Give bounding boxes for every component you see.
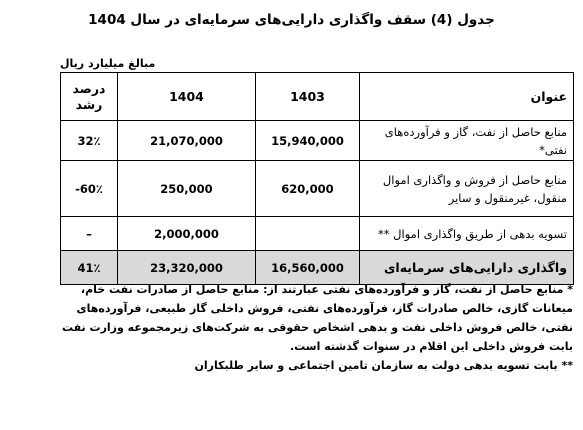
total-value-1403: 16,560,000 (256, 251, 360, 285)
footnote-oil-gas: * منابع حاصل از نفت، گاز و فرآورده‌های نفتی عبارتند از: منابع حاصل از صادرات نفت خام، میعانات گازی، خالص صادرات گاز، فرآورده‌های نفتی، فروش داخلی گاز طبیعی، فرآورده‌های نفتی، خالص فروش داخلی نفت و بدهی اشخاص حقوقی به شرکت‌های زیرمجموعه وزارت نفت بابت فروش داخلی این اقلام در سنوات گذشته است. (62, 283, 573, 353)
table-row (61, 121, 574, 161)
row-value-1404: 250,000 (118, 161, 256, 217)
header-growth-line2: رشد (75, 96, 103, 112)
header-growth (61, 73, 118, 121)
row-growth: -60٪ (61, 161, 118, 217)
header-1404: 1404 (118, 73, 256, 121)
row-value-1403: 620,000 (256, 161, 360, 217)
header-growth-line1: درصد (72, 80, 106, 96)
header-1403: 1403 (256, 73, 360, 121)
unit-label: مبالغ میلیارد ریال (60, 57, 156, 70)
row-value-1403 (256, 217, 360, 251)
table-title: جدول (4) سقف واگذاری دارایی‌های سرمایه‌ای در سال 1404 (88, 12, 495, 28)
total-label: واگذاری دارایی‌های سرمایه‌ای (360, 251, 574, 285)
row-growth: – (61, 217, 118, 251)
header-row (61, 73, 574, 121)
row-label: منابع حاصل از فروش و واگذاری اموال منقول، غیرمنقول و سایر (360, 161, 574, 217)
capital-assets-table (60, 72, 574, 285)
footnotes (60, 280, 573, 375)
row-label: تسویه بدهی از طریق واگذاری اموال ** (360, 217, 574, 251)
table-row (61, 161, 574, 217)
row-growth: 32٪ (61, 121, 118, 161)
row-value-1403: 15,940,000 (256, 121, 360, 161)
total-value-1404: 23,320,000 (118, 251, 256, 285)
total-growth: 41٪ (61, 251, 118, 285)
row-label: منابع حاصل از نفت، گاز و فرآورده‌های نفتی* (360, 121, 574, 161)
row-value-1404: 2,000,000 (118, 217, 256, 251)
header-title: عنوان (360, 73, 574, 121)
table-row (61, 217, 574, 251)
footnote-debt-settlement: ** بابت تسویه بدهی دولت به سازمان تامین اجتماعی و سایر طلبکاران (194, 359, 573, 372)
row-value-1404: 21,070,000 (118, 121, 256, 161)
